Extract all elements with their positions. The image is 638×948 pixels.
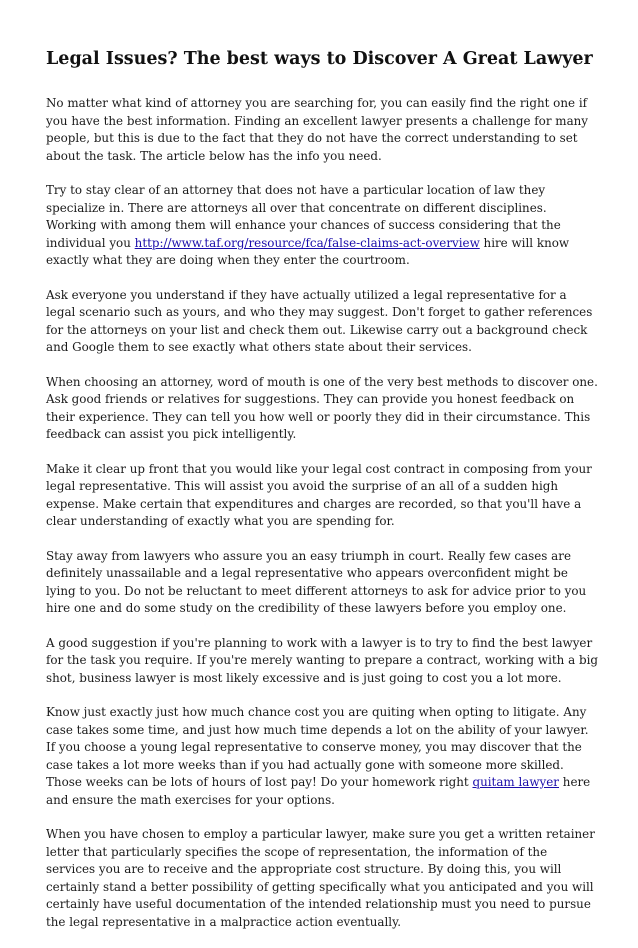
paragraph [46, 635, 598, 688]
paragraph-text: When choosing an attorney, word of mouth is one of the very best methods to discover one. Ask good friends or relatives for suggestions. They can provide you honest feedback on their experience. They can tell you how well or poorly they did in their circumstance. This feedback can assist you pick intelligently. [46, 374, 598, 441]
paragraph-text: When you have chosen to employ a particular lawyer, make sure you get a written retainer letter that particularly specifies the scope of representation, the information of the services you are to receive and the appropriate cost structure. By doing this, you will certainly stand a better possibility of getting specifically what you anticipated and you will certainly have useful documentation of the intended relationship must you need to pursue the legal representative in a malpractice action eventually. [46, 827, 595, 929]
document-body [46, 95, 598, 931]
paragraph-text: Ask everyone you understand if they have actually utilized a legal representative for a legal scenario such as yours, and who they may suggest. Don't forget to gather references for the attorneys on your list and check them out. Likewise carry out a background check and Google them to see exactly what others state about their services. [46, 287, 593, 354]
paragraph [46, 374, 598, 444]
paragraph-text: Try to stay clear of an attorney that does not have a particular location of law they specialize in. There are attorneys all over that concentrate on different disciplines. Working with among them will enhance your chances of success considering that the individual you [46, 183, 561, 250]
paragraph [46, 182, 598, 270]
document-title: Legal Issues? The best ways to Discover A Great Lawyer [46, 49, 593, 69]
inline-link[interactable]: quitam lawyer [472, 775, 559, 789]
paragraph [46, 461, 598, 531]
paragraph [46, 287, 598, 357]
paragraph-text: Make it clear up front that you would like your legal cost contract in composing from your legal representative. This will assist you avoid the surprise of an all of a sudden high expense. Make certain that expenditures and charges are recorded, so that you'll have a clear understanding of exactly what you are spending for. [46, 461, 592, 528]
paragraph [46, 548, 598, 618]
paragraph [46, 826, 598, 931]
paragraph-text: Know just exactly just how much chance cost you are quiting when opting to litigate. Any case takes some time, and just how much time depends a lot on the ability of your lawyer. If you choose a young legal representative to conserve money, you may discover that the case takes a lot more weeks than if you had actually gone with someone more skilled. Those weeks can be lots of hours of lost pay! Do your homework right [46, 705, 589, 789]
paragraph-text: here and ensure the math exercises for your options. [46, 775, 591, 807]
inline-link[interactable]: http://www.taf.org/resource/fca/false-claims-act-overview [134, 235, 480, 250]
paragraph [46, 95, 598, 165]
paragraph-text: A good suggestion if you're planning to work with a lawyer is to try to find the best lawyer for the task you require. If you're merely wanting to prepare a contract, working with a big shot, business lawyer is most likely excessive and is just going to cost you a lot more. [46, 635, 599, 685]
document-page [46, 47, 598, 948]
paragraph-text: No matter what kind of attorney you are searching for, you can easily find the right one if you have the best information. Finding an excellent lawyer presents a challenge for many people, but this is due to the fact that they do not have the correct understanding to set about the task. The article below has the info you need. [46, 96, 589, 163]
paragraph-text: Stay away from lawyers who assure you an easy triumph in court. Really few cases are definitely unassailable and a legal representative who appears overconfident might be lying to you. Do not be reluctant to meet different attorneys to ask for advice prior to you hire one and do some study on the credibility of these lawyers before you employ one. [46, 548, 587, 615]
paragraph-text: hire will know exactly what they are doing when they enter the courtroom. [46, 235, 570, 267]
paragraph [46, 704, 598, 809]
